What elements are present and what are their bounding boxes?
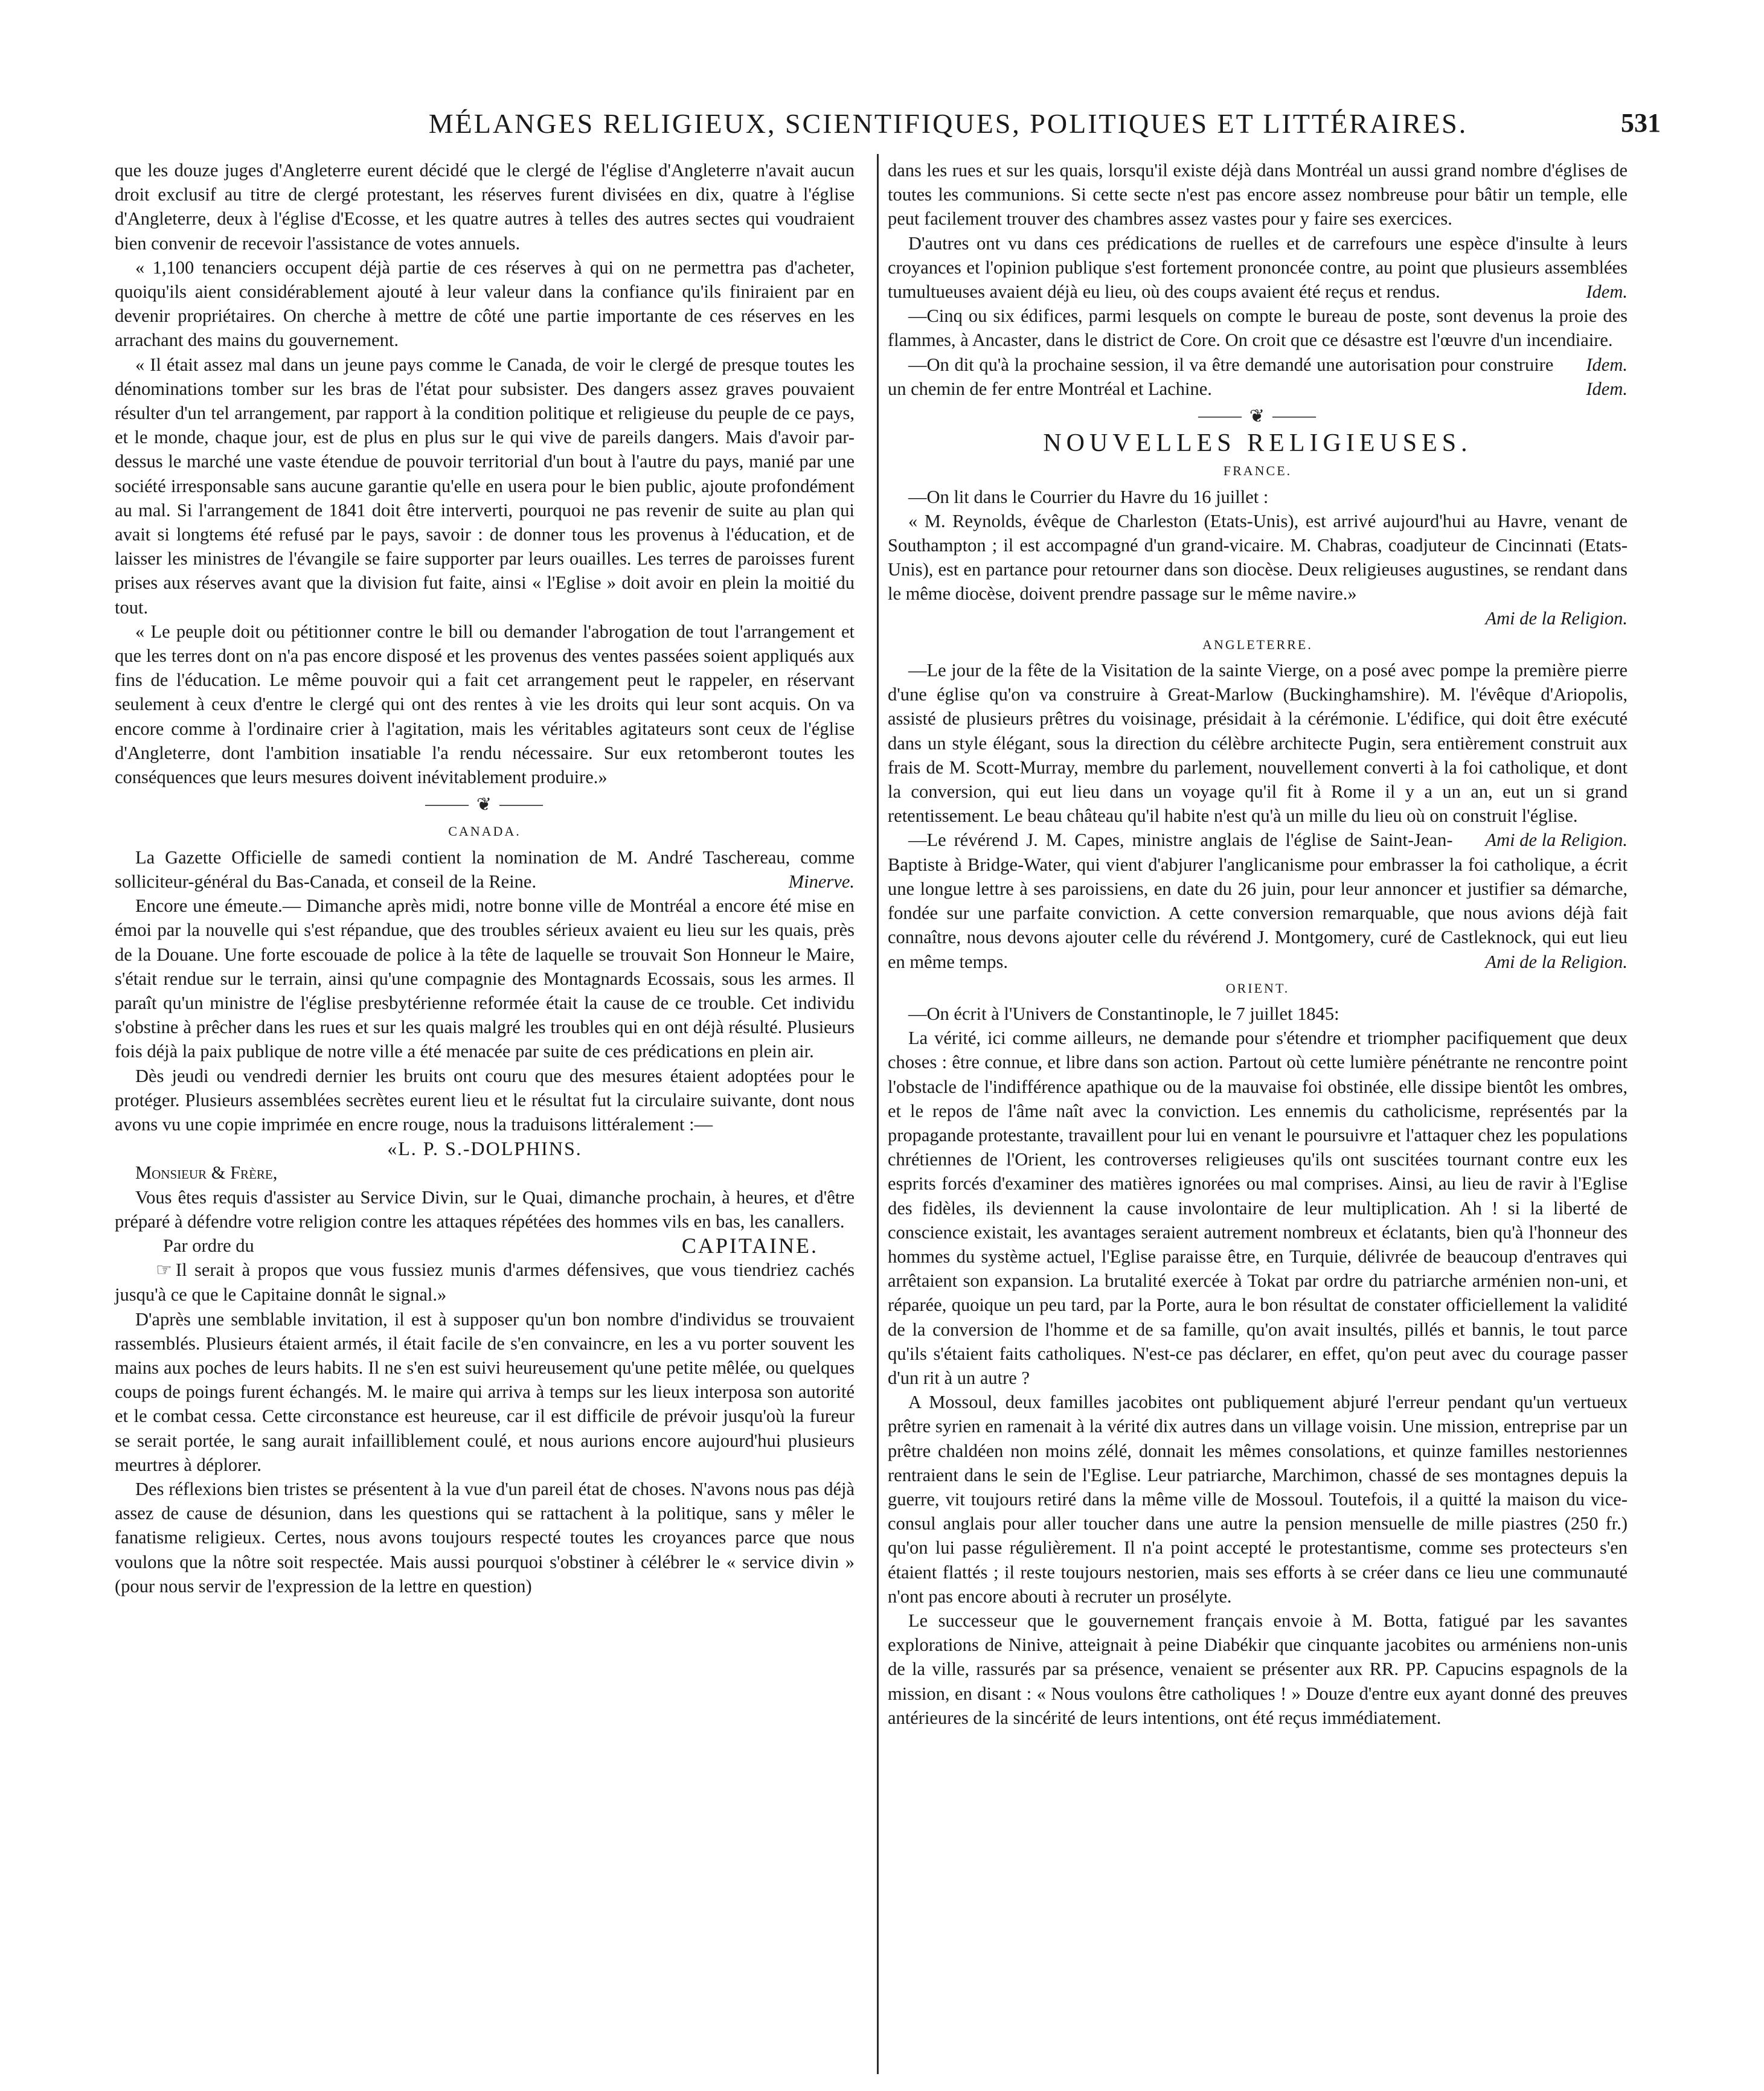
ornament-divider: ⸻ ❦ ⸻ [424,795,545,815]
section-heading-angleterre: ANGLETERRE. [1202,636,1313,652]
paragraph: A Mossoul, deux familles jacobites ont publiquement abjuré l'erreur pendant qu'un vertueux prêtre syrien en ramenait à la vérité dix autres dans un village voisin. Une mission, entreprise par un prêtre chaldéen non moins zélé, donnait les mêmes consolations, et quinze familles nestoriennes rentraient dans le sein de l'Eglise. Leur patriarche, Marchimon, chassé de ses montagnes depuis la guerre, vit toujours retiré dans la même ville de Mossoul. Toutefois, il a quitté la maison du vice-consul anglais pour aller toucher dans une autre la pension mensuelle de mille piastres (250 fr.) qu'on lui passe régulièrement. Il n'a point accepté le protestantisme, comme ses protecteurs s'en étaient flattés ; il reste toujours nestorien, mais ses efforts à se créer dans ce lieu une communauté n'ont pas encore abouti à recruter un prosélyte. [888,1392,1628,1607]
paragraph: Vous êtes requis d'assister au Service Divin, sur le Quai, dimanche prochain, à heures, et d'être préparé à défendre votre religion contre les attaques répétées des hommes vils en bas, les canallers. [115,1186,855,1232]
capitaine-text: CAPITAINE. [681,1233,818,1258]
article-text: —Le jour de la fête de la Visitation de la sainte Vierge, on a posé avec pompe la première pierre d'une église qu'on va construire à Great-Marlow (Buckinghamshire). M. l'évêque d'Ariopolis, assisté de plusieurs prêtres du voisinage, présidait à la cérémonie. L'édifice, qui doit être exécuté dans un style élégant, sous la direction du célèbre architecte Pugin, sera entièrement construit aux frais de M. Scott-Murray, membre du parlement, nouvellement converti à la foi catholique, et dont la conversion, qui eut lieu dans un voyage qu'il fit à Rome il y a un an, eut un si grand retentissement. Le beau château qu'il habite n'est qu'à un mille du lieu où on construit l'église. [888,660,1628,827]
paragraph [115,845,855,894]
article-text: La Gazette Officielle de samedi contient la nomination de M. André Taschereau, comme solliciteur-général du Bas-Canada, et conseil de la Reine. [115,847,855,892]
paragraph: Des réflexions bien tristes se présentent à la vue d'un pareil état de choses. N'avons nous pas déjà assez de cause de désunion, dans les questions qui se rattachent à la politique, sans y mêler le fanatisme religieux. Certes, nous avons toujours respecté toutes les croyances parce que nous voulons que la nôtre soit respectée. Mais aussi pourquoi s'obstiner à célébrer le « service divin » (pour nous servir de l'expression de la lettre en question) [115,1478,855,1596]
signoff [115,1234,855,1258]
source-credit: Ami de la Religion. [1485,951,1628,972]
paragraph: La vérité, ici comme ailleurs, ne demande pour s'étendre et triompher pacifiquement que deux choses : être connue, et libre dans son action. Partout où cette lumière pénétrante ne rencontre point l'obstacle de l'indifférence apathique ou de la mauvaise foi obstinée, elle dissipe bientôt les ombres, et le repos de l'âme naît avec la conviction. Les ennemis du catholicisme, représentés par la propagande protestante, travaillent pour lui en venant le poursuivre et l'attaquer chez les populations chrétiennes de l'Orient, les controverses religieuses qu'ils ont suscitées tournant contre eux les esprits forcés d'examiner des matières ignorées ou mal comprises. Ainsi, au lieu de ravir à l'Eglise des fidèles, ils deviennent la cause involontaire de leur multiplication. Ah ! si la liberté de conscience existait, les avantages seraient autrement nombreux et éclatants, bien qu'à l'honneur des hommes du système actuel, l'Eglise paraisse être, en Turquie, délivrée de beaucoup d'entraves qui arrêtaient son expansion. La brutalité exercée à Tokat par ordre du patriarche arménien non-uni, et réparée, quoique un peu tard, par la Porte, aura le bon résultat de constater officiellement la validité de la conversion de l'homme et de sa famille, qu'on avait insultés, pillés et bannis, le tout parce qu'ils s'étaient faits catholiques. N'est-ce pas déclarer, en effet, qu'on peut avec du courage passer d'un rit à un autre ? [888,1028,1628,1388]
paragraph: « Le peuple doit ou pétitionner contre le bill ou demander l'abrogation de tout l'arrangement et que les terres dont on n'a pas encore disposé et les provenus des ventes passées soient appliqués aux fins de l'éducation. Le même pouvoir qui a fait cet arrangement peut le rappeler, en réservant seulement à ceux d'entre le clergé qui ont des rentes à vie les droits qui leur sont acquis. On va encore comme à l'ordinaire crier à l'agitation, mais les véritables agitateurs sont ceux de l'église d'Angleterre, dont l'ambition insatiable l'a rendu nécessaire. Sur eux retomberont toutes les conséquences que leurs mesures doivent inévitablement produire.» [115,621,855,788]
paragraph [888,353,1628,401]
source-credit: Ami de la Religion. [1485,607,1628,629]
paragraph: Dès jeudi ou vendredi dernier les bruits ont couru que des mesures étaient adoptées pour le protéger. Plusieurs assemblées secrètes eurent lieu et le résultat fut la circulaire suivante, dont nous avons vu une copie imprimée en encre rouge, nous la traduisons littéralement :— [115,1065,855,1135]
paragraph: Encore une émeute.— Dimanche après midi, notre bonne ville de Montréal a encore été mise en émoi par la nouvelle qui s'est répandue, que des troubles sérieux avaient eu lieu sur les quais, près de la Douane. Une forte escouade de police à la tête de laquelle se trouvait Son Honneur le Maire, s'était rendue sur le terrain, ainsi qu'une compagnie des Montagnards Ecossais, sous les armes. Il paraît qu'un ministre de l'église presbytérienne reformée était la cause de ce trouble. Cet individu s'obstine à prêcher dans les rues et sur les quais malgré les troubles qui en ont déjà résulté. Plusieurs fois déjà la paix publique de notre ville a été menacée par suite de ces prédications en plein air. [115,895,855,1062]
source-credit: Idem. [1586,354,1628,375]
par-ordre-text: Par ordre du [163,1235,254,1256]
paragraph: —On écrit à l'Univers de Constantinople, le 7 juillet 1845: [908,1003,1339,1024]
source-credit: Minerve. [788,871,855,892]
article-text: Il serait à propos que vous fussiez munis d'armes défensives, que vous tiendriez cachés jusqu'à ce que le Capitaine donnât le signal.» [115,1260,855,1305]
paragraph: « Il était assez mal dans un jeune pays comme le Canada, de voir le clergé de presque toutes les dénominations tomber sur les bras de l'état pour subsister. Des dangers assez graves pouvaient résulter d'un tel arrangement, par rapport à la condition politique et religieuse du peuple de ce pays, et le monde, chaque jour, est de plus en plus sur le qui vive de pareils dangers. Mais d'avoir par-dessus le marché une vaste étendue de pouvoir territorial d'un bout à l'autre du pays, manié par une société irresponsable sans aucune garantie qu'elle en usera pour le bien public, ajoute profondément au mal. Si l'arrangement de 1841 doit être interverti, pourquoi ne pas revenir de suite au plan qui avait si longtems été refusé par le pays, savoir : de donner tous les provenus à l'éducation, et de laisser les ministres de l'évangile se faire supporter par leurs ouailles. Les terres de paroisses furent prises aux réserves avant que la division fut faite, ainsi « l'Eglise » doit avoir en plein la moitié du tout. [115,354,855,618]
page-number: 531 [1621,108,1661,138]
source-credit: Idem. [1586,378,1628,399]
article-text: —Le révérend J. M. Capes, ministre anglais de l'église de Saint-Jean-Baptiste à Bridge-Water, qui vient d'abjurer l'anglicanisme pour embrasser la foi catholique, a écrit une longue lettre à ses paroissiens, en date du 26 juin, pour leur annoncer et justifier sa démarche, fondée sur une parfaite conviction. A cette conversion remarquable, que nous avions déjà fait connaître, nous devons ajouter celle du révérend J. Montgomery, curé de Castleknock, qui eut lieu en même temps. [888,830,1628,972]
article-text: —On dit qu'à la prochaine session, il va être demandé une autorisation pour construire un chemin de fer entre Montréal et Lachine. [888,354,1554,399]
section-heading-france: FRANCE. [1223,463,1292,479]
paragraph [115,1258,855,1307]
paragraph: D'après une semblable invitation, il est à supposer qu'un bon nombre d'individus se trouvaient rassemblés. Plusieurs étaient armés, il était facile de s'en convaincre, en les a vu porter souvent les mains aux poches de leurs habits. Il ne s'en est suivi heureusement qu'une petite mêlée, ou quelques coups de poings furent échangés. M. le maire qui arriva à temps sur les lieux interposa son autorité et le combat cessa. Cette circonstance est heureuse, car il est difficile de prévoir jusqu'où la fureur se serait portée, le sang aurait infailliblement coulé, et nous aurions encore aujourd'hui plusieurs meurtres à déplorer. [115,1308,855,1475]
salutation: Monsieur & Frère, [135,1162,278,1183]
paragraph [888,304,1628,375]
paragraph: —On lit dans le Courrier du Havre du 16 juillet : [908,486,1269,507]
column-rule [877,154,879,2074]
article-text: —Cinq ou six édifices, parmi lesquels on compte le bureau de poste, sont devenus la proie des flammes, à Ancaster, dans le district de Core. On croit que ce désastre est l'œuvre d'un incendiaire. [888,306,1628,351]
paragraph: « M. Reynolds, évêque de Charleston (Etats-Unis), est arrivé aujourd'hui au Havre, venant de Southampton ; il est accompagné d'un grand-vicaire. M. Chabras, coadjuteur de Cincinnati (Etats-Unis), est en partance pour retourner dans son diocèse. Deux religieuses augustines, se rendant dans le même diocèse, doivent prendre passage sur le même navire.» [888,510,1628,604]
source-credit: Ami de la Religion. [1485,830,1628,851]
letter-heading: «L. P. S.-DOLPHINS. [387,1138,582,1160]
section-heading-orient: ORIENT. [1225,980,1290,996]
source-credit: Idem. [1586,281,1628,303]
paragraph [888,231,1628,304]
left-column [115,158,855,1598]
paragraph: Le successeur que le gouvernement français envoie à M. Botta, fatigué par les savantes explorations de Ninive, atteignait à peine Diabékir que cinquante jacobites ou arméniens non-unis de la ville, rassurés par sa présence, venaient se présenter aux RR. PP. Capucins espagnols de la mission, en disant : « Nous voulons être catholiques ! » Douze d'entre eux ayant donné des preuves antérieures de la sincérité de leurs intentions, ont été reçus immédiatement. [888,1610,1628,1728]
article-text: D'autres ont vu dans ces prédications de ruelles et de carrefours une espèce d'insulte à leurs croyances et l'opinion publique s'est fortement prononcée contre, au point que plusieurs assemblées tumultueuses avaient déjà eu lieu, où des coups avaient été reçus et rendus. [888,232,1628,303]
section-heading-canada: CANADA. [448,824,521,839]
section-heading-nouvelles: NOUVELLES RELIGIEUSES. [1043,429,1472,458]
running-title: MÉLANGES RELIGIEUX, SCIENTIFIQUES, POLITIQUES ET LITTÉRAIRES. [428,108,1468,139]
right-column [888,158,1628,1730]
paragraph: dans les rues et sur les quais, lorsqu'il existe déjà dans Montréal un aussi grand nombre d'églises de toutes les communions. Si cette secte n'est pas encore assez nombreuse pour bâtir un temple, elle peut facilement trouver des chambres assez vastes pour y faire ses exercices. [888,160,1628,229]
paragraph [888,658,1628,851]
paragraph: « 1,100 tenanciers occupent déjà partie de ces réserves à qui on ne permettra pas d'acheter, quoiqu'ils aient considérablement ajouté à leur valeur dans la confiance qu'ils finiraient par en devenir propriétaires. On cherche à mettre de côté une partie importante de ces réserves en les arrachant des mains du gouvernement. [115,257,855,351]
page-header [115,107,1661,150]
ornament-divider: ⸻ ❦ ⸻ [1197,406,1318,427]
pointing-hand-icon: ☞ [156,1260,172,1281]
paragraph: que les douze juges d'Angleterre eurent décidé que le clergé de l'église d'Angleterre n'avait aucun droit exclusif au titre de clergé protestant, les réserves furent divisées en dix, quatre à l'église d'Angleterre, deux à l'église d'Ecosse, et les quatre autres à telles des autres sectes qui voudraient bien convenir de recevoir l'assistance de votes annuels. [115,160,855,254]
